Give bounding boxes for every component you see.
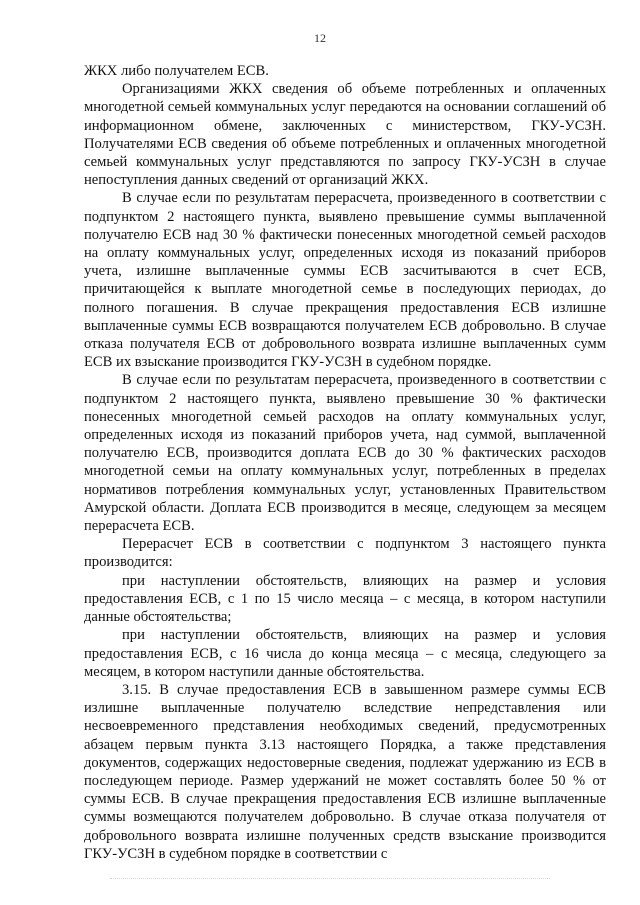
paragraph-overpayment: В случае если по результатам перерасчета, произведенного в соответствии с подпунктом 2 настоящего пункта, выявлено превышение суммы выплаченной получателю ЕСВ над 30 % фактически понесенных многодетной семьей расходов на оплату коммунальных услуг, определенных исходя из показаний приборов учета, излишне выплаченные суммы ЕСВ засчитываются в счет ЕСВ, причитающейся к выплате многодетной семье в последующих периодах, до полного погашения. В случае прекращения предоставления ЕСВ излишне выплаченные суммы ЕСВ возвращаются получателем ЕСВ добровольно. В случае отказа получателя ЕСВ от добровольного возврата излишне выплаченных сумм ЕСВ их взыскание производится ГКУ-УСЗН в судебном порядке. xyxy=(84,190,606,371)
paragraph-recalculation-intro: Перерасчет ЕСВ в соответствии с подпунктом 3 настоящего пункта производится: xyxy=(84,536,606,571)
page-number: 12 xyxy=(314,31,326,45)
scan-artifact-line xyxy=(110,878,550,880)
paragraph-condition-1-15: при наступлении обстоятельств, влияющих на размер и условия предоставления ЕСВ, с 1 по 15 число месяца – с месяца, в котором наступили данные обстоятельства; xyxy=(84,572,606,626)
paragraph-zhkh-data-exchange: Организациями ЖКХ сведения об объеме потребленных и оплаченных многодетной семьей коммунальных услуг передаются на основании соглашений об информационном обмене, заключенных с министерством, ГКУ-УСЗН. Получателями ЕСВ сведения об объеме потребленных и оплаченных многодетной семьей коммунальных услуг представляются по запросу ГКУ-УСЗН в случае непоступления данных сведений от организаций ЖКХ. xyxy=(84,81,606,189)
paragraph-section-3-15: 3.15. В случае предоставления ЕСВ в завышенном размере суммы ЕСВ излишне выплаченные получателю вследствие непредставления или несвоевременного представления необходимых сведений, предусмотренных абзацем первым пункта 3.13 настоящего Порядка, а также представления документов, содержащих недостоверные сведения, подлежат удержанию из ЕСВ в последующем периоде. Размер удержаний не может составлять более 50 % от суммы ЕСВ. В случае прекращения предоставления ЕСВ излишне выплаченные суммы возмещаются получателем добровольно. В случае отказа получателя от добровольного возврата излишне полученных средств взыскание производится ГКУ-УСЗН в судебном порядке в соответствии с xyxy=(84,681,606,862)
paragraph-additional-payment: В случае если по результатам перерасчета, произведенного в соответствии с подпунктом 2 настоящего пункта, выявлено превышение 30 % фактически понесенных многодетной семьей расходов на оплату коммунальных услуг, определенных исходя из показаний приборов учета, над суммой, выплаченной получателю ЕСВ, производится доплата ЕСВ до 30 % фактических расходов многодетной семьи на оплату коммунальных услуг, потребленных в пределах нормативов потребления коммунальных услуг, установленных Правительством Амурской области. Доплата ЕСВ производится в месяце, следующем за месяцем перерасчета ЕСВ. xyxy=(84,372,606,535)
document-body xyxy=(84,62,606,863)
paragraph-condition-16-end: при наступлении обстоятельств, влияющих на размер и условия предоставления ЕСВ, с 16 числа до конца месяца – с месяца, следующего за месяцем, в котором наступили данные обстоятельства. xyxy=(84,627,606,680)
paragraph-continuation: ЖКХ либо получателем ЕСВ. xyxy=(84,63,269,79)
